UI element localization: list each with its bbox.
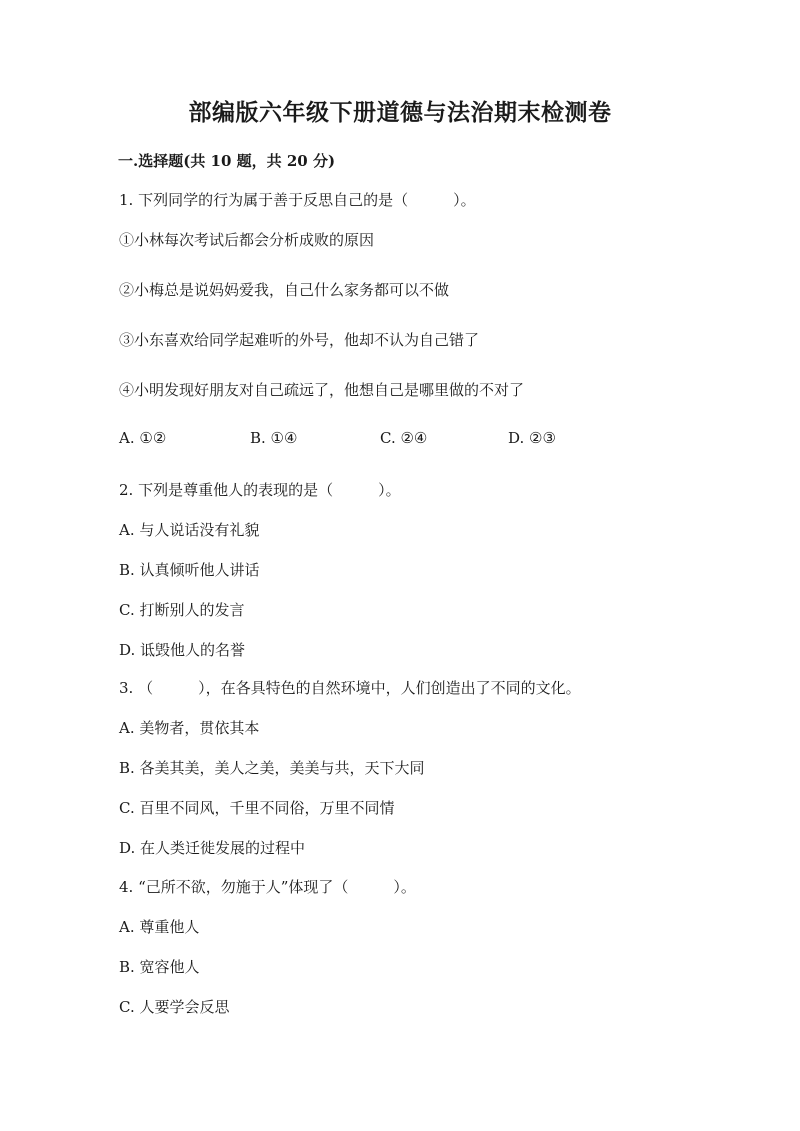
question-4-stem: 4. “己所不欲，勿施于人”体现了（ ）。 bbox=[119, 878, 416, 896]
question-3-option-c: C. 百里不同风，千里不同俗，万里不同情 bbox=[119, 799, 395, 817]
question-1-stem: 1. 下列同学的行为属于善于反思自己的是（ ）。 bbox=[119, 191, 476, 209]
question-2-option-c: C. 打断别人的发言 bbox=[119, 601, 245, 619]
question-3-option-b: B. 各美其美，美人之美，美美与共，天下大同 bbox=[119, 759, 425, 777]
question-4-option-b: B. 宽容他人 bbox=[119, 958, 200, 976]
question-2-stem: 2. 下列是尊重他人的表现的是（ ）。 bbox=[119, 481, 401, 499]
question-2-option-d: D. 诋毁他人的名誉 bbox=[119, 641, 246, 659]
question-2-option-a: A. 与人说话没有礼貌 bbox=[119, 521, 260, 539]
section-heading: 一.选择题(共 10 题，共 20 分) bbox=[118, 152, 336, 170]
question-1-statement-4: ④小明发现好朋友对自己疏远了，他想自己是哪里做的不对了 bbox=[119, 381, 525, 399]
question-3-stem: 3. （ ），在各具特色的自然环境中，人们创造出了不同的文化。 bbox=[119, 679, 581, 697]
question-3-option-d: D. 在人类迁徙发展的过程中 bbox=[119, 839, 306, 857]
question-4-option-a: A. 尊重他人 bbox=[119, 918, 200, 936]
question-1-option-b: B. ①④ bbox=[250, 429, 298, 447]
question-1-option-c: C. ②④ bbox=[380, 429, 428, 447]
page-title: 部编版六年级下册道德与法治期末检测卷 bbox=[188, 99, 612, 126]
question-1-option-a: A. ①② bbox=[119, 429, 167, 447]
question-1-statement-3: ③小东喜欢给同学起难听的外号，他却不认为自己错了 bbox=[119, 331, 480, 349]
question-4-option-c: C. 人要学会反思 bbox=[119, 998, 230, 1016]
question-2-option-b: B. 认真倾听他人讲话 bbox=[119, 561, 260, 579]
question-3-option-a: A. 美物者，贯依其本 bbox=[119, 719, 260, 737]
question-1-statement-1: ①小林每次考试后都会分析成败的原因 bbox=[119, 231, 375, 249]
question-1-statement-2: ②小梅总是说妈妈爱我，自己什么家务都可以不做 bbox=[119, 281, 450, 299]
question-1-option-d: D. ②③ bbox=[508, 429, 556, 447]
